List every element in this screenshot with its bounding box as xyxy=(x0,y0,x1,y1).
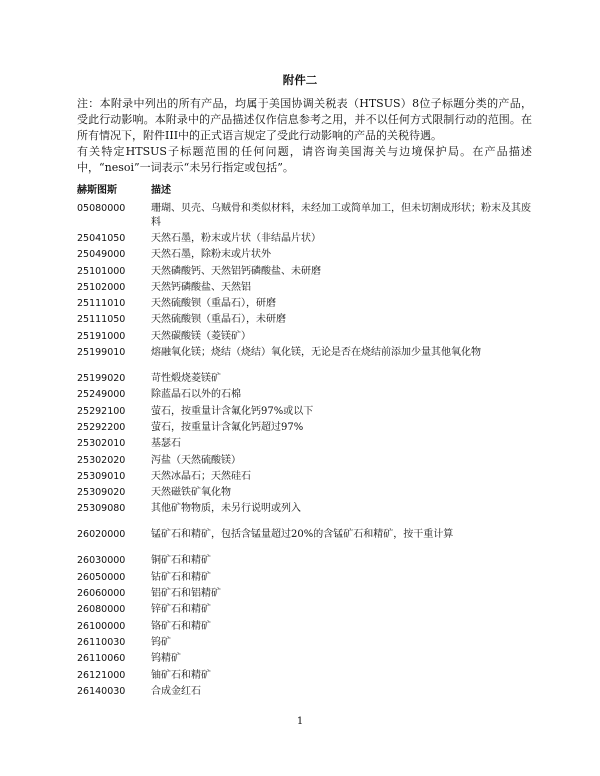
table-row xyxy=(77,437,532,453)
desc-cell: 铜矿石和精矿 xyxy=(151,555,211,567)
code-cell: 26121000 xyxy=(77,669,126,681)
table-row xyxy=(77,330,532,346)
table-row xyxy=(77,620,532,636)
table-row xyxy=(77,421,532,437)
code-cell: 25191000 xyxy=(77,330,126,342)
table-row xyxy=(77,454,532,470)
desc-cell: 锌矿石和精矿 xyxy=(151,604,211,616)
table-row xyxy=(77,652,532,668)
desc-cell: 苛性煅烧菱镁矿 xyxy=(151,373,221,385)
code-cell: 26110030 xyxy=(77,636,126,648)
desc-cell: 珊瑚、贝壳、乌贼骨和类似材料，未经加工或简单加工，但未切割成形状；粉末及其废料 xyxy=(151,203,531,228)
desc-cell: 合成金红石 xyxy=(151,685,201,697)
header-desc: 描述 xyxy=(151,185,171,196)
table-row xyxy=(77,232,532,248)
code-cell: 26080000 xyxy=(77,604,126,616)
code-cell: 25049000 xyxy=(77,249,126,261)
desc-cell: 其他矿物物质，未另行说明或列入 xyxy=(151,503,301,515)
table-row xyxy=(77,554,532,570)
table-row xyxy=(77,603,532,619)
code-cell: 25101000 xyxy=(77,265,126,277)
desc-cell: 铀矿石和精矿 xyxy=(151,669,211,681)
desc-cell: 钴矿石和精矿 xyxy=(151,571,211,583)
code-cell: 25199010 xyxy=(77,347,126,359)
code-cell: 25111050 xyxy=(77,314,126,326)
desc-cell: 天然钙磷酸盐、天然铝 xyxy=(151,281,251,293)
table-row xyxy=(77,265,532,281)
code-cell: 25309020 xyxy=(77,487,126,499)
desc-cell: 钨精矿 xyxy=(151,653,181,665)
desc-cell: 天然磷酸钙、天然铝钙磷酸盐、未研磨 xyxy=(151,265,321,277)
desc-cell: 钨矿 xyxy=(151,636,171,648)
desc-cell: 天然硫酸钡（重晶石），研磨 xyxy=(151,298,276,310)
table-row xyxy=(77,405,532,421)
desc-cell: 萤石，按重量计含氟化钙超过97% xyxy=(151,421,304,433)
desc-cell: 萤石，按重量计含氟化钙97%或以下 xyxy=(151,405,314,417)
code-cell: 05080000 xyxy=(77,203,126,214)
page-number: 1 xyxy=(296,716,304,727)
table-row xyxy=(77,587,532,603)
code-cell: 25309080 xyxy=(77,503,126,515)
code-cell: 25111010 xyxy=(77,298,126,310)
note-paragraph xyxy=(77,96,532,176)
code-cell: 26020000 xyxy=(77,529,126,541)
desc-cell: 天然冰晶石；天然硅石 xyxy=(151,470,251,482)
desc-cell: 天然石墨，除粉末或片状外 xyxy=(151,249,271,261)
table-row xyxy=(77,571,532,587)
table-row xyxy=(77,669,532,685)
desc-cell: 泻盐（天然硫酸镁） xyxy=(151,454,241,466)
desc-cell: 天然碳酸镁（菱镁矿） xyxy=(151,330,251,342)
table-row xyxy=(77,502,532,528)
code-cell: 25199020 xyxy=(77,373,126,385)
desc-cell: 铬矿石和精矿 xyxy=(151,620,211,632)
code-cell: 25302020 xyxy=(77,454,126,466)
desc-cell: 除蓝晶石以外的石棉 xyxy=(151,389,241,401)
code-cell: 25249000 xyxy=(77,389,126,401)
code-cell: 26100000 xyxy=(77,620,126,632)
table-row xyxy=(77,297,532,313)
table-row xyxy=(77,248,532,264)
table-row xyxy=(77,281,532,297)
code-cell: 26140030 xyxy=(77,685,126,697)
table-row xyxy=(77,470,532,486)
desc-cell: 天然石墨，粉末或片状（非结晶片状） xyxy=(151,233,321,244)
code-cell: 26110060 xyxy=(77,653,126,665)
desc-cell: 熔融氧化镁；烧结（烧结）氧化镁，无论是否在烧结前添加少量其他氧化物 xyxy=(151,347,481,359)
desc-cell: 天然磁铁矿氧化物 xyxy=(151,487,231,499)
table-row xyxy=(77,636,532,652)
code-cell: 26050000 xyxy=(77,571,126,583)
note-line-1: 注：本附录中列出的所有产品，均属于美国协调关税表（HTSUS）8位子标题分类的产品，受此行动影响。本附录中的产品描述仅作信息参考之用，并不以任何方式限制行动的范围。在所有情况下，附件III中的正式语言规定了受此行动影响的产品的关税待遇。 xyxy=(77,97,532,142)
table-row xyxy=(77,685,532,701)
code-cell: 25292200 xyxy=(77,421,126,433)
code-cell: 25102000 xyxy=(77,281,126,293)
desc-cell: 基瑟石 xyxy=(151,438,181,450)
table-row xyxy=(77,372,532,388)
code-cell: 25309010 xyxy=(77,470,126,482)
desc-cell: 锰矿石和精矿，包括含锰量超过20%的含锰矿石和精矿，按干重计算 xyxy=(151,529,454,541)
code-cell: 25292100 xyxy=(77,405,126,417)
table-row xyxy=(77,528,532,554)
desc-cell: 天然硫酸钡（重晶石），未研磨 xyxy=(151,314,286,326)
code-cell: 26060000 xyxy=(77,588,126,600)
table-row xyxy=(77,388,532,404)
table-row xyxy=(77,313,532,329)
table-row xyxy=(77,202,532,232)
table-row xyxy=(77,486,532,502)
code-cell: 25302010 xyxy=(77,438,126,450)
desc-cell: 铝矿石和铝精矿 xyxy=(151,588,221,600)
code-cell: 26030000 xyxy=(77,555,126,567)
table-row xyxy=(77,346,532,372)
products-table xyxy=(77,202,532,701)
header-code: 赫斯图斯 xyxy=(77,185,117,196)
page-title: 附件二 xyxy=(282,73,318,87)
note-line-2: 有关特定HTSUS子标题范围的任何问题，请咨询美国海关与边境保护局。在产品描述中，“nesoi”一词表示“未另行指定或包括”。 xyxy=(77,145,532,174)
code-cell: 25041050 xyxy=(77,233,126,244)
